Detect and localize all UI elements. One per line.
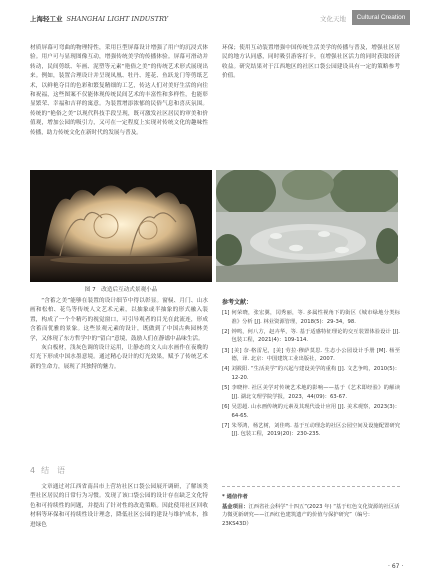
- pocket-park-aerial-illustration: [216, 170, 398, 282]
- funding-text: [222, 503, 400, 529]
- pocket-park-aerial-photo: [216, 170, 398, 282]
- reference-item: [222, 347, 400, 364]
- reference-number: [1]: [222, 310, 230, 316]
- reference-item: [222, 309, 400, 326]
- section-name-badge: Cultural Creation: [352, 10, 410, 25]
- paragraph: 文章通过对江西省南昌市上营坊社区口袋公园展开调研，了解该类型社区居民的日常行为习惯。发现了该口袋公园的设计存在缺乏文化特色和可持续性的问题，并提出了针对性的改造策略。因此使用社区回收材料等环保和可持续性设计理念，降低社区公园的建设与维护成本，推进绿色: [30, 484, 208, 528]
- reference-item: [222, 365, 400, 382]
- installation-night-photo: [30, 170, 212, 282]
- corresponding-author-note: * 通信作者: [222, 494, 248, 500]
- figure-7: [30, 170, 398, 282]
- section-title: 结 语: [41, 466, 66, 475]
- reference-number: [3]: [222, 347, 230, 354]
- reference-text: 朱琴鸿，杨艺树，刘佳鸣. 基于互动理念的社区公园空间及设施配置研究 [J]. 包装工程，2019(20)：230-235.: [231, 422, 400, 438]
- running-header: [0, 0, 427, 34]
- paragraph: 环保；使用互动装置增强中国传统生活美学的传播与普及，增强社区居民的地方认同感，同时吸引游客打卡，在增强社区活力的同时获取经济收益。研究结果对于江西地区的社区口袋公园建设具有一定的策略参考价值。: [222, 45, 400, 80]
- journal-name-en: SHANGHAI LIGHT INDUSTRY: [66, 15, 169, 23]
- funding-note: [222, 493, 400, 528]
- reference-item: [222, 422, 400, 439]
- references-title: 参考文献：: [222, 299, 253, 306]
- reference-text: 李晓梓. 社区美学对传统艺术地的影响——基于《艺术即经验》的解读 [J]. 湖北文理学院学报，2023，44(09)：63-67.: [231, 385, 400, 400]
- reference-number: [7]: [222, 422, 230, 429]
- page-number: · 67 ·: [388, 563, 404, 570]
- paragraph: 材质屏幕可弯曲的物理特性，采用巨型屏幕设计增强了用户的沉浸式体验。用户可与显现图像互动，增强传统美学的传播体验。屏幕可滑动并转动，民间剪纸、年画、泥塑等元素“艳俗之美”的传统艺术形式展现出来。例如，装置合理设计并呈现凤凰、牡丹、莲花、鱼跃龙门等剪纸艺术，以鲜艳夺目的色彩和繁复精细的工艺，传达人们对美好生活的向往和祝福，这些图案不仅能体现传统民间艺术的丰富性和多样性，也能彰显繁荣、幸福和吉祥的寓意。为装置增添浓郁的民俗气息和喜庆氛围。传统的“艳俗之美”以现代科技手段呈现，既可激发社区居民的审美和价值观，增加公园的吸引力，又可在一定程度上实现对传统文化的趣味性传播，助力传统文化在新时代的发展与普及。: [30, 45, 208, 136]
- journal-name-cn: 上海轻工业: [30, 15, 63, 23]
- installation-night-illustration: [30, 170, 212, 282]
- reference-text: 刘筱阳. “生活美学”的兴起与建设美学的重构 [J]. 文艺争鸣，2010(5)：12-20.: [231, 366, 400, 381]
- footnote-divider: [222, 486, 400, 487]
- left-column-top: [30, 44, 208, 138]
- paragraph: “含蓄之美”能够在装置的设计细节中得以彰显。窗棂、月门、山水画和松柏、花鸟等传统人文艺术元素，以抽象或半抽象的形式融入装置，构成了一个个精巧的视觉窗口，可引导观者的目光在此流连，形成含蓄而优雅的景象。这些景观元素的设计，既做到了中国古典园林美学，又体现了东方哲学中的“留白”意境，鼓励人们在静谧中品味生活。: [30, 298, 208, 342]
- reference-number: [4]: [222, 366, 230, 373]
- reference-item: [222, 328, 400, 345]
- paragraph: 灰白板材，浅灰色调的设计运用，让静态的文人山水画作在夜晚的灯光下形成中国水墨意境。通过精心设计的灯光效果，赋予了传统艺术新的生命力，展现了其独特的魅力。: [30, 345, 208, 370]
- figure-caption: 图 7 改造后互动式景观小品: [84, 287, 158, 293]
- left-column-bottom: [30, 483, 208, 530]
- reference-number: [5]: [222, 385, 230, 392]
- reference-text: 钟鸣，何八方，赵卉华，等. 基于适感特征理论的交互装置体验设计 [J]. 包装工程，2021(4)：109-114.: [231, 328, 400, 344]
- reference-text: [美] 奈·格雷尼，[美] 劳拉·穆萨莫思. 生态小公园设计手册 [M]. 杨至德，译. 北京：中国建筑工业出版社，2007.: [231, 347, 400, 363]
- funding-body: 江西省社会科学“十四五”(2023 年) “基于红色文化资源的社区活力微更新研究——江西红色建筑遗产的价值与保护研究”（编号：23KS43D）: [222, 503, 400, 527]
- reference-item: [222, 384, 400, 401]
- section-heading: [30, 465, 65, 476]
- journal-name: [30, 14, 168, 23]
- right-column-top: [222, 44, 400, 82]
- section-name-cn: 文化天地: [320, 15, 346, 23]
- section-number: 4: [30, 466, 36, 475]
- reference-item: [222, 403, 400, 420]
- reference-number: [6]: [222, 403, 230, 410]
- references-list: [222, 309, 400, 440]
- reference-text: 何荣晓，张宏翼，闰秀丽，等. 多属性视角下的街区《城市绿地分类标准》分析 [J]. 林业资源管理，2018(5)：29-34，98.: [231, 310, 400, 325]
- reference-number: [2]: [222, 328, 230, 335]
- reference-text: 吴思超. 山水画传统的元素及其现代设计应用 [J]. 美术观察，2023(3)：64-65.: [231, 403, 400, 419]
- funding-label: 基金项目：: [222, 503, 249, 510]
- left-column-middle: [30, 297, 208, 372]
